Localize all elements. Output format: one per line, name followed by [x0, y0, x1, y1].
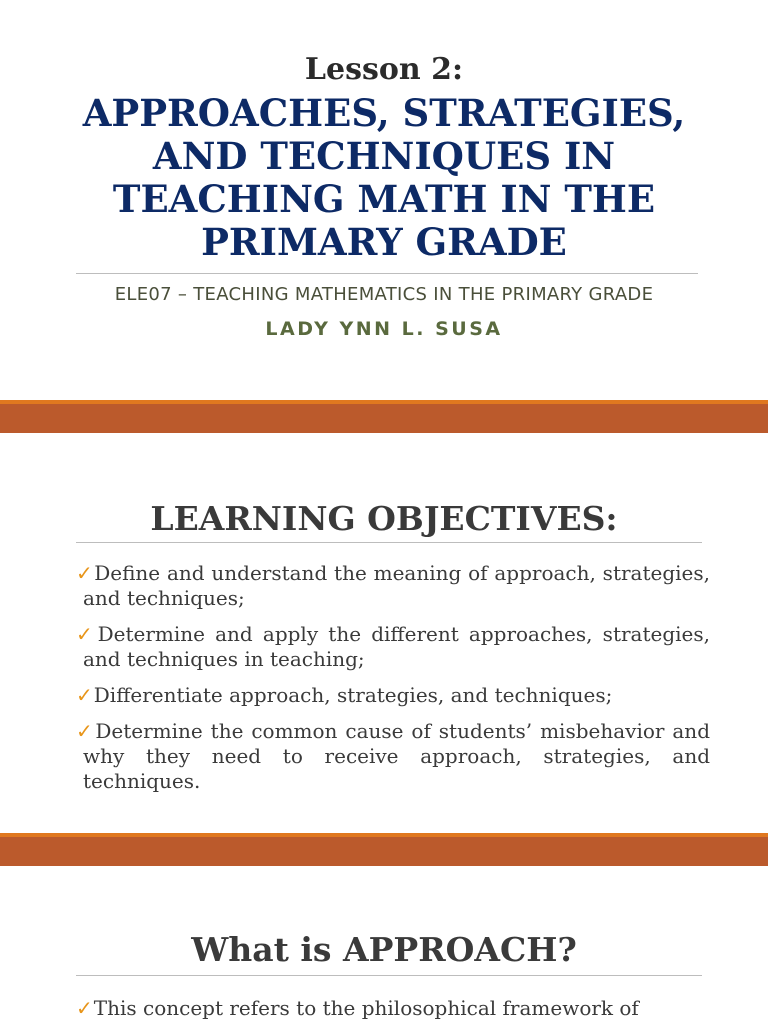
objective-text: Define and understand the meaning of approach, strategies, and techniques;	[83, 561, 710, 610]
objectives-list	[76, 561, 710, 805]
approach-text: This concept refers to the philosophical framework of	[93, 996, 639, 1020]
objective-text: Differentiate approach, strategies, and techniques;	[93, 683, 613, 707]
checkmark-icon: ✓	[76, 719, 95, 743]
author-name: LADY YNN L. SUSA	[265, 318, 503, 340]
approach-heading: What is APPROACH?	[191, 930, 577, 969]
list-item	[76, 996, 710, 1021]
lesson-label: Lesson 2:	[304, 52, 464, 87]
title-slide	[0, 0, 768, 400]
approach-slide	[0, 866, 768, 1024]
checkmark-icon: ✓	[76, 561, 94, 585]
list-item	[76, 622, 710, 672]
list-item	[76, 561, 710, 611]
slide-separator	[0, 400, 768, 433]
list-item	[76, 719, 710, 794]
lesson-title: APPROACHES, STRATEGIES, AND TECHNIQUES IN TEACHING MATH IN THE PRIMARY GRADE	[82, 91, 686, 264]
approach-list	[76, 996, 710, 1024]
title-divider	[76, 273, 698, 274]
checkmark-icon: ✓	[76, 996, 93, 1020]
checkmark-icon: ✓	[76, 683, 93, 707]
objectives-heading: LEARNING OBJECTIVES:	[150, 499, 618, 538]
course-subtitle: ELE07 – TEACHING MATHEMATICS IN THE PRIMARY GRADE	[114, 284, 654, 305]
checkmark-icon: ✓	[76, 622, 97, 646]
objective-text: Determine and apply the different approaches, strategies, and techniques in teaching;	[83, 622, 710, 671]
objectives-divider	[76, 542, 702, 543]
list-item	[76, 683, 710, 708]
slide-separator	[0, 833, 768, 866]
objective-text: Determine the common cause of students’ misbehavior and why they need to receive approach, strategies, and techniques.	[83, 719, 710, 793]
objectives-slide	[0, 433, 768, 833]
approach-divider	[76, 975, 702, 976]
